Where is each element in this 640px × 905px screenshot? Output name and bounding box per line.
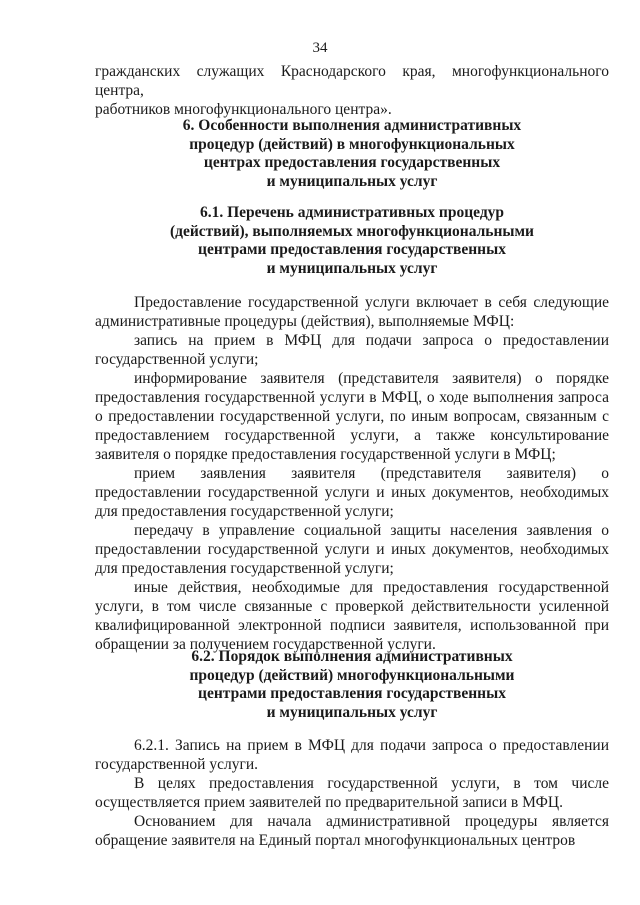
heading-line: центрами предоставления государственных — [198, 241, 506, 258]
section-6-heading — [95, 117, 609, 191]
heading-line: 6.2. Порядок выполнения административных — [191, 648, 513, 665]
paragraph: В целях предоставления государственной услуги, в том числе осуществляется прием заявителей по предварительной записи в МФЦ. — [95, 775, 609, 811]
paragraph: Предоставление государственной услуги включает в себя следующие административные процедуры (действия), выполняемые МФЦ: — [95, 294, 609, 330]
heading-line: процедур (действий) многофункциональными — [189, 666, 515, 684]
heading-line: 6. Особенности выполнения административных — [182, 117, 522, 134]
paragraph: иные действия, необходимые для предоставления государственной услуги, в том числе связанные с проверкой действительности усиленной квалифицированной электронной подписи заявителя, использованной при обращении за получением государственной услуги. — [95, 579, 609, 653]
paragraph: 6.2.1. Запись на прием в МФЦ для подачи запроса о предоставлении государственной услуги. — [95, 737, 609, 773]
section-6-2-heading — [95, 648, 609, 722]
heading-line: и муниципальных услуг — [266, 172, 438, 190]
section-6-1-body — [95, 293, 609, 654]
intro-text — [95, 62, 609, 119]
paragraph: прием заявления заявителя (представителя заявителя) о предоставлении государственной услуги и иных документов, необходимых для предоставления государственной услуги; — [95, 465, 609, 520]
page-number: 34 — [312, 40, 328, 56]
heading-line: центрами предоставления государственных — [198, 685, 506, 702]
paragraph: информирование заявителя (представителя заявителя) о порядке предоставления государственной услуги в МФЦ, о ходе выполнения запроса о предоставлении государственной услуги, по иным вопросам, связанным с предоставлением государственной услуги, а также консультирование заявителя о порядке предоставления государственной услуги в МФЦ; — [95, 370, 609, 463]
heading-line: и муниципальных услуг — [266, 703, 438, 721]
intro-line-1: гражданских служащих Краснодарского края, многофункционального центра, — [95, 63, 609, 99]
heading-line: центрах предоставления государственных — [203, 154, 501, 171]
section-6-2-body — [95, 736, 609, 850]
intro-line-2: работников многофункционального центра». — [95, 101, 392, 118]
paragraph: запись на прием в МФЦ для подачи запроса о предоставлении государственной услуги; — [95, 332, 609, 368]
paragraph: Основанием для начала административной процедуры является обращение заявителя на Единый портал многофункциональных центров — [95, 813, 609, 849]
heading-line: 6.1. Перечень административных процедур — [199, 204, 505, 221]
heading-line: процедур (действий) в многофункциональных — [189, 135, 515, 153]
paragraph: передачу в управление социальной защиты населения заявления о предоставлении государственной услуги и иных документов, необходимых для предоставления государственной услуги; — [95, 522, 609, 577]
section-6-1-heading — [95, 204, 609, 278]
heading-line: (действий), выполняемых многофункциональными — [169, 222, 534, 240]
heading-line: и муниципальных услуг — [266, 259, 438, 277]
